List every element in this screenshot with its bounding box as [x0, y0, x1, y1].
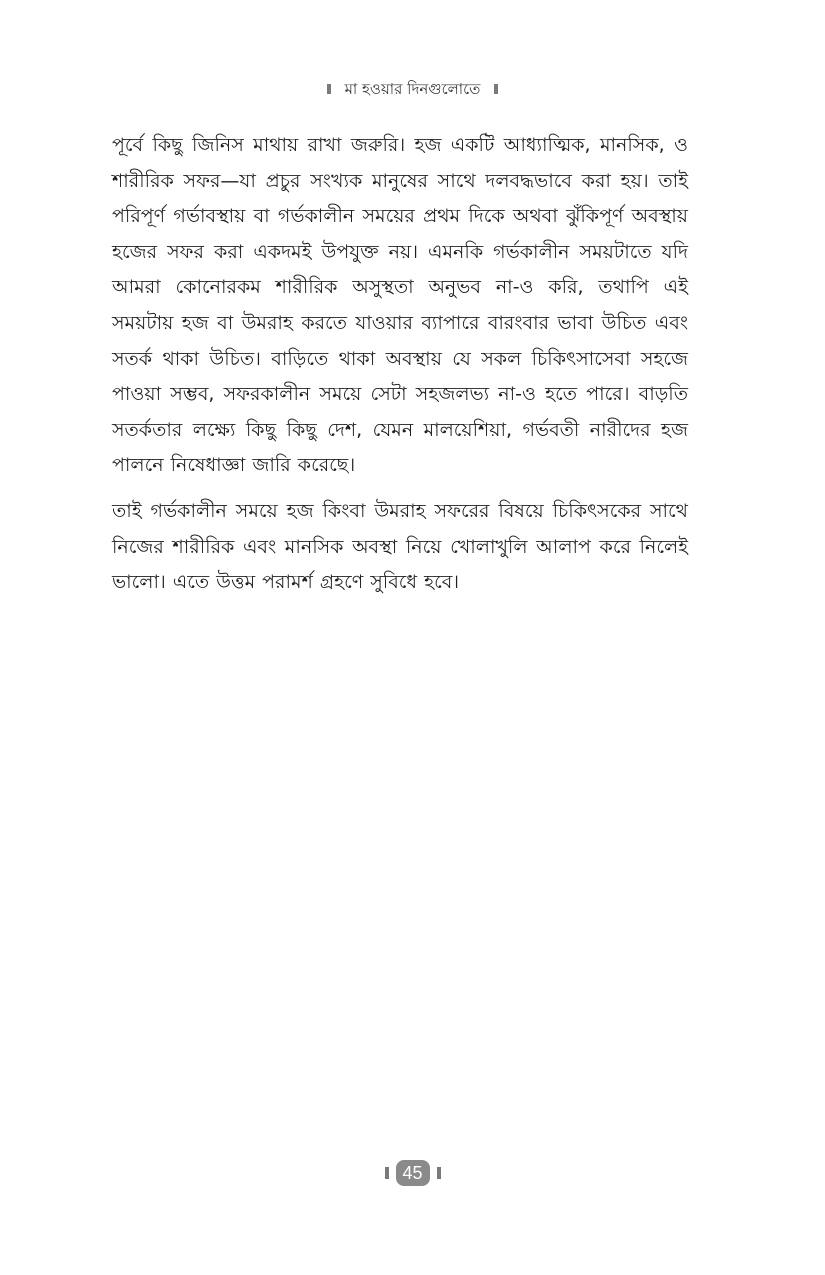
page-footer — [0, 1160, 825, 1186]
body-text — [112, 128, 688, 601]
body-paragraph-1: পূর্বে কিছু জিনিস মাথায় রাখা জরুরি। হজ একটি আধ্যাত্মিক, মানসিক, ও শারীরিক সফর—যা প্রচুর সংখ্যক মানুষের সাথে দলবদ্ধভাবে করা হয়। তাই পরিপূর্ণ গর্ভাবস্থায় বা গর্ভকালীন সময়ের প্রথম দিকে অথবা ঝুঁকিপূর্ণ অবস্থায় হজের সফর করা একদমই উপযুক্ত নয়। এমনকি গর্ভকালীন সময়টাতে যদি আমরা কোনোরকম শারীরিক অসুস্থতা অনুভব না-ও করি, তথাপি এই সময়টায় হজ বা উমরাহ করতে যাওয়ার ব্যাপারে বারংবার ভাবা উচিত এবং সতর্ক থাকা উচিত। বাড়িতে থাকা অবস্থায় যে সকল চিকিৎসাসেবা সহজে পাওয়া সম্ভব, সফরকালীন সময়ে সেটা সহজলভ্য না-ও হতে পারে। বাড়তি সতর্কতার লক্ষ্যে কিছু কিছু দেশ, যেমন মালয়েশিয়া, গর্ভবতী নারীদের হজ পালনে নিষেধাজ্ঞা জারি করেছে। — [112, 134, 688, 477]
page-number-badge: 45 — [396, 1160, 430, 1186]
footer-left-ornament — [385, 1167, 389, 1179]
running-header-title: মা হওয়ার দিনগুলোতে — [344, 80, 481, 98]
footer-right-ornament — [437, 1167, 441, 1179]
running-header — [0, 77, 825, 101]
header-left-ornament — [327, 84, 331, 94]
body-paragraph-2: তাই গর্ভকালীন সময়ে হজ কিংবা উমরাহ সফরের বিষয়ে চিকিৎসকের সাথে নিজের শারীরিক এবং মানসিক অবস্থা নিয়ে খোলাখুলি আলাপ করে নিলেই ভালো। এতে উত্তম পরামর্শ গ্রহণে সুবিধে হবে। — [112, 499, 688, 594]
header-right-ornament — [494, 84, 498, 94]
